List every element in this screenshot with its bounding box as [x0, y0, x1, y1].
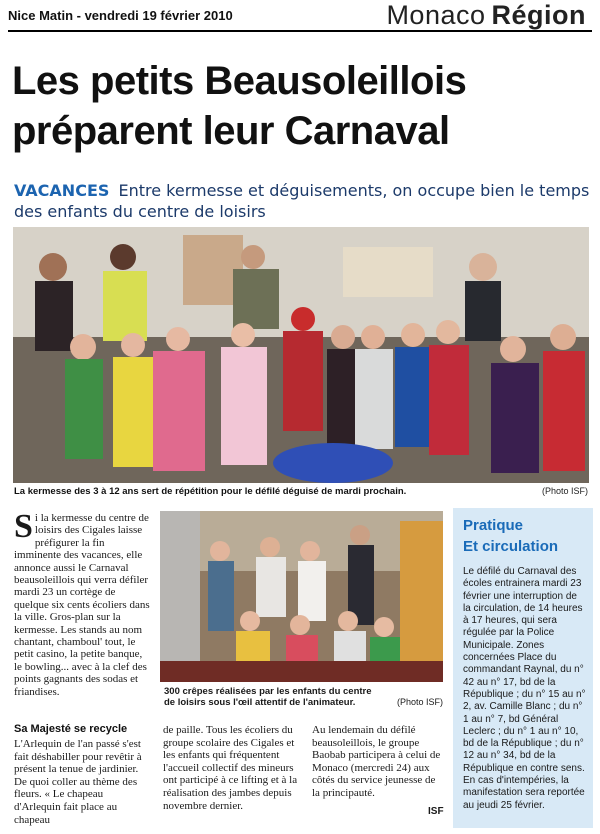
crepes-photo-credit: (Photo ISF) [397, 697, 444, 707]
crepes-photo-image [160, 511, 443, 682]
sidebar-title-line-1: Pratique [463, 517, 524, 534]
kicker-text: Entre kermesse et déguisements, on occupe bien le temps des enfants du centre de loisirs [14, 181, 590, 221]
dropcap: S [14, 508, 33, 545]
crepes-photo-caption: 300 crêpes réalisées par les enfants du centre de loisirs sous l'œil attentif de l'animateur. [164, 686, 372, 708]
headline-line-1: Les petits Beausoleillois [12, 59, 467, 103]
sidebar-title-line-2: Et circulation [463, 538, 559, 555]
author-signature: ISF [428, 806, 444, 817]
headline-line-2: préparent leur Carnaval [12, 109, 450, 153]
section-region: Région [491, 0, 586, 30]
article-column-3: Au lendemain du défilé beausoleillois, le groupe Baobab participera à celui de Monaco (mercredi 24) aux côtés du service jeunesse de la principauté. [312, 724, 441, 799]
subhead: Sa Majesté se recycle [14, 723, 128, 735]
column-1-text: i la kermesse du centre de loisirs des Cigales laisse préfigurer la fin imminente des vacances, elle annonce aussi le Carnaval beausoleillois qui verra défiler mardi 23 un cortège de quelque six cents écoliers dans la ville. Gros-plan sur la kermesse. Les stands au nom chantant, chamboul' tout, le petit casino, la petite banque, le bowling... avec à la clef des points gagnants des sodas et friandises. [14, 512, 150, 698]
sidebar-body: Le défilé du Carnaval des écoles entrainera mardi 23 février une interruption de la circulation, de 14 heures à 17 heures, qui sera régulée par la Police Municipale. Zones concernées Place du commandant Raynal, du n° 42 au n° 17, bd de la République ; du n° 15 au n° 2, av. Camille Blanc ; du n° 1 au n° 7, bd Général Leclerc ; du n° 1 au n° 10, bd de la République ; du n° 12 au n° 34, bd de la République en contre sens. En cas d'intempéries, la manifestation sera reportée au jeudi 25 février. [463, 566, 586, 811]
article-column-1-continued: L'Arlequin de l'an passé s'est fait déshabiller pour revêtir à présent la tenue de jardinier. De quoi coller au thème des fleurs. « Le chapeau d'Arlequin fait place au chapeau [14, 738, 142, 826]
article-column-1 [14, 508, 152, 698]
sidebar-box [453, 508, 593, 828]
kicker-tag: VACANCES [14, 181, 110, 200]
kicker [14, 180, 590, 222]
section-name: Monaco [386, 0, 486, 30]
crepes-photo [160, 511, 443, 682]
main-photo-image [13, 227, 589, 483]
main-photo-credit: (Photo ISF) [541, 486, 588, 496]
headline [12, 56, 592, 156]
header-rule [8, 30, 592, 32]
sidebar-title [463, 515, 558, 557]
section-title [386, 0, 586, 31]
paper-date: Nice Matin - vendredi 19 février 2010 [8, 8, 233, 23]
main-photo [13, 227, 589, 483]
main-photo-caption: La kermesse des 3 à 12 ans sert de répétition pour le défilé déguisé de mardi prochain. [14, 486, 407, 497]
article-column-2: de paille. Tous les écoliers du groupe scolaire des Cigales et les enfants qui fréquentent l'accueil collectif des mineurs ont participé à ce lifting et à la réalisation des jambes depuis novembre dernier. [163, 724, 298, 812]
